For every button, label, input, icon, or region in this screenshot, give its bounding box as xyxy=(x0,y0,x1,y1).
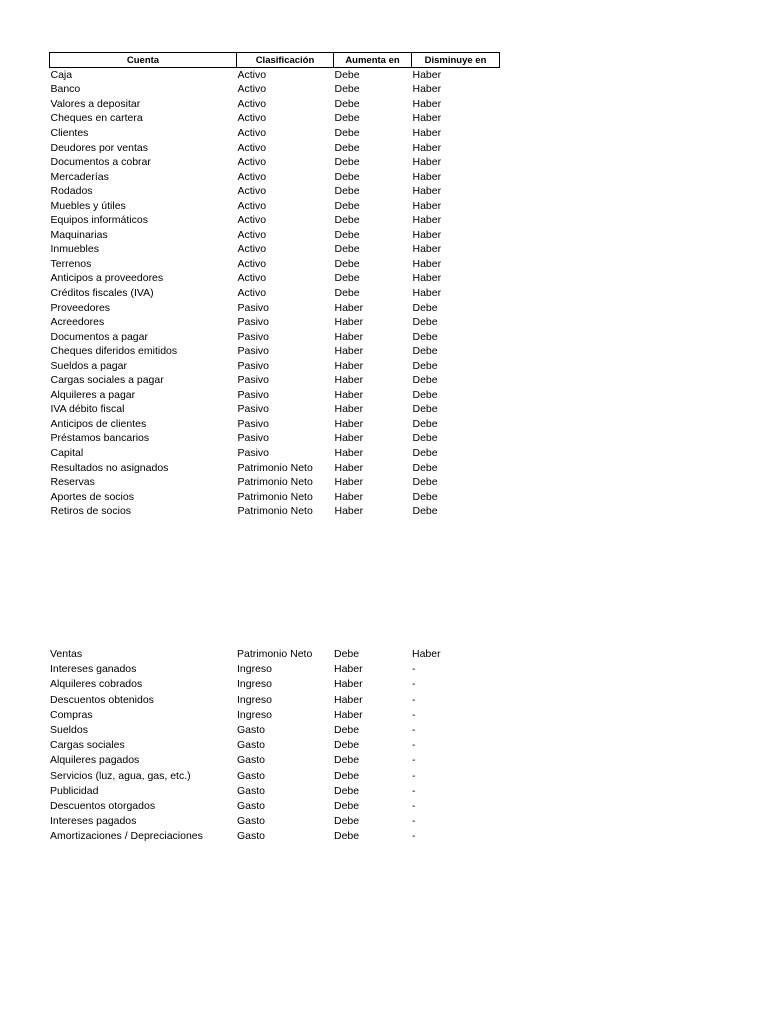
clasificacion-cell: Activo xyxy=(237,286,267,299)
cuenta-cell: Amortizaciones / Depreciaciones xyxy=(50,830,203,843)
table-row xyxy=(50,446,500,461)
aumenta-cell: Debe xyxy=(334,214,360,227)
table-row xyxy=(50,155,500,170)
aumenta-cell: Haber xyxy=(334,476,364,489)
header-disminuye-en: Disminuye en xyxy=(412,53,500,68)
aumenta-cell: Debe xyxy=(334,272,360,285)
clasificacion-cell: Activo xyxy=(237,214,267,227)
table-row xyxy=(50,344,500,359)
cuenta-cell: Cargas sociales xyxy=(50,739,125,752)
disminuye-cell: - xyxy=(412,784,416,797)
table-row xyxy=(49,769,499,784)
clasificacion-cell: Ingreso xyxy=(237,693,273,706)
cuenta-cell: Maquinarias xyxy=(50,228,108,241)
accounts-table-header xyxy=(50,53,500,68)
cuenta-cell: Descuentos obtenidos xyxy=(50,693,154,706)
cuenta-cell: Reservas xyxy=(50,476,95,489)
table-row xyxy=(49,662,499,677)
aumenta-cell: Haber xyxy=(334,301,364,314)
disminuye-cell: Debe xyxy=(412,432,438,445)
disminuye-cell: Haber xyxy=(412,272,442,285)
table-row xyxy=(49,723,499,738)
aumenta-cell: Debe xyxy=(334,286,360,299)
clasificacion-cell: Gasto xyxy=(237,754,266,767)
clasificacion-cell: Pasivo xyxy=(237,345,270,358)
cuenta-cell: Capital xyxy=(50,446,84,459)
cuenta-cell: Proveedores xyxy=(50,301,111,314)
cuenta-cell: Rodados xyxy=(50,185,93,198)
aumenta-cell: Debe xyxy=(334,199,360,212)
aumenta-cell: Debe xyxy=(334,170,360,183)
table-row xyxy=(50,68,500,83)
clasificacion-cell: Ingreso xyxy=(237,708,273,721)
cuenta-cell: Descuentos otorgados xyxy=(50,799,156,812)
clasificacion-cell: Patrimonio Neto xyxy=(237,490,313,503)
table-row xyxy=(50,170,500,185)
clasificacion-cell: Gasto xyxy=(237,784,266,797)
disminuye-cell: Haber xyxy=(412,185,442,198)
clasificacion-cell: Pasivo xyxy=(237,388,270,401)
aumenta-cell: Haber xyxy=(334,388,364,401)
header-clasificacion: Clasificación xyxy=(237,53,334,68)
cuenta-cell: Anticipos a proveedores xyxy=(50,272,164,285)
table-row xyxy=(50,461,500,476)
header-row xyxy=(50,53,500,68)
disminuye-cell: - xyxy=(412,663,416,676)
clasificacion-cell: Activo xyxy=(237,243,267,256)
disminuye-cell: Haber xyxy=(412,243,442,256)
aumenta-cell: Debe xyxy=(334,724,360,737)
cuenta-cell: Documentos a pagar xyxy=(50,330,148,343)
clasificacion-cell: Activo xyxy=(237,141,267,154)
clasificacion-cell: Pasivo xyxy=(237,403,270,416)
clasificacion-cell: Pasivo xyxy=(237,359,270,372)
table-row xyxy=(49,677,499,692)
table-row xyxy=(50,417,500,432)
header-cuenta: Cuenta xyxy=(50,53,237,68)
cuenta-cell: Servicios (luz, agua, gas, etc.) xyxy=(50,769,191,782)
table-row xyxy=(50,315,500,330)
disminuye-cell: Haber xyxy=(412,83,442,96)
clasificacion-cell: Activo xyxy=(237,68,267,81)
aumenta-cell: Debe xyxy=(334,815,360,828)
aumenta-cell: Debe xyxy=(334,257,360,270)
table-row xyxy=(49,829,499,844)
cuenta-cell: Ventas xyxy=(50,648,83,661)
table-row xyxy=(50,112,500,127)
aumenta-cell: Haber xyxy=(334,359,364,372)
header-aumenta-en: Aumenta en xyxy=(334,53,412,68)
disminuye-cell: - xyxy=(412,724,416,737)
cuenta-cell: Inmuebles xyxy=(50,243,99,256)
aumenta-cell: Haber xyxy=(334,678,363,691)
disminuye-cell: Debe xyxy=(412,446,438,459)
table-row xyxy=(50,97,500,112)
disminuye-cell: - xyxy=(412,708,416,721)
cuenta-cell: Alquileres a pagar xyxy=(50,388,136,401)
aumenta-cell: Debe xyxy=(334,156,360,169)
cuenta-cell: Sueldos xyxy=(50,724,88,737)
table-row xyxy=(49,799,499,814)
cuenta-cell: Créditos fiscales (IVA) xyxy=(50,286,154,299)
table-row xyxy=(50,504,500,519)
cuenta-cell: Aportes de socios xyxy=(50,490,134,503)
disminuye-cell: Haber xyxy=(412,199,442,212)
results-accounts-table xyxy=(49,647,499,844)
disminuye-cell: Debe xyxy=(412,330,438,343)
clasificacion-cell: Activo xyxy=(237,97,267,110)
clasificacion-cell: Activo xyxy=(237,185,267,198)
clasificacion-cell: Pasivo xyxy=(237,330,270,343)
cuenta-cell: Valores a depositar xyxy=(50,97,141,110)
clasificacion-cell: Gasto xyxy=(237,769,266,782)
disminuye-cell: Haber xyxy=(412,170,442,183)
aumenta-cell: Debe xyxy=(334,97,360,110)
cuenta-cell: Muebles y útiles xyxy=(50,199,126,212)
aumenta-cell: Debe xyxy=(334,243,360,256)
accounts-table-body xyxy=(50,68,500,519)
aumenta-cell: Debe xyxy=(334,739,360,752)
cuenta-cell: Compras xyxy=(50,708,93,721)
aumenta-cell: Debe xyxy=(334,83,360,96)
accounts-table xyxy=(49,52,500,519)
cuenta-cell: Clientes xyxy=(50,126,89,139)
clasificacion-cell: Activo xyxy=(237,272,267,285)
cuenta-cell: Banco xyxy=(50,83,81,96)
disminuye-cell: Debe xyxy=(412,388,438,401)
disminuye-cell: - xyxy=(412,799,416,812)
cuenta-cell: Resultados no asignados xyxy=(50,461,169,474)
cuenta-cell: Intereses pagados xyxy=(50,815,137,828)
table-row xyxy=(50,490,500,505)
clasificacion-cell: Pasivo xyxy=(237,316,270,329)
clasificacion-cell: Pasivo xyxy=(237,417,270,430)
table-row xyxy=(50,228,500,243)
disminuye-cell: Debe xyxy=(412,359,438,372)
clasificacion-cell: Activo xyxy=(237,170,267,183)
clasificacion-cell: Patrimonio Neto xyxy=(237,476,313,489)
table-row xyxy=(50,388,500,403)
table-row xyxy=(49,708,499,723)
disminuye-cell: - xyxy=(412,693,416,706)
table-row xyxy=(50,359,500,374)
table-row xyxy=(50,213,500,228)
aumenta-cell: Haber xyxy=(334,330,364,343)
cuenta-cell: Terrenos xyxy=(50,257,92,270)
table-row xyxy=(49,693,499,708)
disminuye-cell: Debe xyxy=(412,490,438,503)
cuenta-cell: Alquileres cobrados xyxy=(50,678,143,691)
clasificacion-cell: Activo xyxy=(237,126,267,139)
clasificacion-cell: Gasto xyxy=(237,724,266,737)
aumenta-cell: Debe xyxy=(334,754,360,767)
aumenta-cell: Haber xyxy=(334,490,364,503)
cuenta-cell: Publicidad xyxy=(50,784,99,797)
aumenta-cell: Debe xyxy=(334,799,360,812)
aumenta-cell: Debe xyxy=(334,112,360,125)
aumenta-cell: Debe xyxy=(334,68,360,81)
clasificacion-cell: Pasivo xyxy=(237,446,270,459)
clasificacion-cell: Ingreso xyxy=(237,678,273,691)
table-row xyxy=(50,301,500,316)
disminuye-cell: Haber xyxy=(412,257,442,270)
table-row xyxy=(50,475,500,490)
results-table-body xyxy=(49,647,499,844)
table-row xyxy=(50,184,500,199)
cuenta-cell: Mercaderías xyxy=(50,170,109,183)
aumenta-cell: Debe xyxy=(334,126,360,139)
cuenta-cell: Deudores por ventas xyxy=(50,141,148,154)
table-row xyxy=(49,814,499,829)
table-row xyxy=(50,272,500,287)
aumenta-cell: Haber xyxy=(334,693,363,706)
table-row xyxy=(49,753,499,768)
disminuye-cell: Haber xyxy=(412,141,442,154)
clasificacion-cell: Gasto xyxy=(237,830,266,843)
table-row xyxy=(49,647,499,662)
aumenta-cell: Haber xyxy=(334,461,364,474)
cuenta-cell: Caja xyxy=(50,68,73,81)
disminuye-cell: Haber xyxy=(412,97,442,110)
aumenta-cell: Haber xyxy=(334,505,364,518)
disminuye-cell: Debe xyxy=(412,301,438,314)
clasificacion-cell: Pasivo xyxy=(237,301,270,314)
clasificacion-cell: Gasto xyxy=(237,799,266,812)
aumenta-cell: Debe xyxy=(334,141,360,154)
aumenta-cell: Haber xyxy=(334,403,364,416)
clasificacion-cell: Ingreso xyxy=(237,663,273,676)
cuenta-cell: Alquileres pagados xyxy=(50,754,140,767)
table-row xyxy=(50,126,500,141)
cuenta-cell: Intereses ganados xyxy=(50,663,137,676)
disminuye-cell: Haber xyxy=(412,214,442,227)
disminuye-cell: Haber xyxy=(412,126,442,139)
disminuye-cell: - xyxy=(412,754,416,767)
disminuye-cell: Haber xyxy=(412,286,442,299)
cuenta-cell: Préstamos bancarios xyxy=(50,432,150,445)
aumenta-cell: Haber xyxy=(334,432,364,445)
disminuye-cell: - xyxy=(412,815,416,828)
cuenta-cell: Documentos a cobrar xyxy=(50,156,151,169)
clasificacion-cell: Gasto xyxy=(237,815,266,828)
table-row xyxy=(50,432,500,447)
disminuye-cell: Debe xyxy=(412,417,438,430)
table-row xyxy=(50,403,500,418)
aumenta-cell: Haber xyxy=(334,417,364,430)
table-row xyxy=(50,199,500,214)
disminuye-cell: Debe xyxy=(412,403,438,416)
disminuye-cell: Haber xyxy=(412,228,442,241)
cuenta-cell: Sueldos a pagar xyxy=(50,359,127,372)
aumenta-cell: Debe xyxy=(334,228,360,241)
aumenta-cell: Debe xyxy=(334,830,360,843)
cuenta-cell: Anticipos de clientes xyxy=(50,417,147,430)
disminuye-cell: Haber xyxy=(412,112,442,125)
clasificacion-cell: Activo xyxy=(237,257,267,270)
clasificacion-cell: Activo xyxy=(237,156,267,169)
clasificacion-cell: Pasivo xyxy=(237,374,270,387)
table-row xyxy=(50,330,500,345)
clasificacion-cell: Activo xyxy=(237,199,267,212)
aumenta-cell: Haber xyxy=(334,663,363,676)
clasificacion-cell: Activo xyxy=(237,83,267,96)
table-row xyxy=(50,257,500,272)
aumenta-cell: Haber xyxy=(334,708,363,721)
clasificacion-cell: Activo xyxy=(237,228,267,241)
aumenta-cell: Debe xyxy=(334,648,360,661)
aumenta-cell: Debe xyxy=(334,769,360,782)
disminuye-cell: - xyxy=(412,739,416,752)
clasificacion-cell: Pasivo xyxy=(237,432,270,445)
disminuye-cell: Debe xyxy=(412,505,438,518)
cuenta-cell: Equipos informáticos xyxy=(50,214,148,227)
disminuye-cell: Haber xyxy=(412,68,442,81)
disminuye-cell: Debe xyxy=(412,345,438,358)
aumenta-cell: Haber xyxy=(334,345,364,358)
disminuye-cell: Debe xyxy=(412,374,438,387)
aumenta-cell: Haber xyxy=(334,374,364,387)
clasificacion-cell: Patrimonio Neto xyxy=(237,505,313,518)
clasificacion-cell: Gasto xyxy=(237,739,266,752)
table-row xyxy=(50,141,500,156)
aumenta-cell: Haber xyxy=(334,316,364,329)
table-row xyxy=(49,784,499,799)
table-row xyxy=(49,738,499,753)
table-row xyxy=(50,373,500,388)
disminuye-cell: - xyxy=(412,678,416,691)
disminuye-cell: Haber xyxy=(412,648,441,661)
table-row xyxy=(50,243,500,258)
disminuye-cell: - xyxy=(412,830,416,843)
aumenta-cell: Haber xyxy=(334,446,364,459)
clasificacion-cell: Patrimonio Neto xyxy=(237,461,313,474)
disminuye-cell: Debe xyxy=(412,461,438,474)
aumenta-cell: Debe xyxy=(334,784,360,797)
disminuye-cell: Debe xyxy=(412,316,438,329)
disminuye-cell: Debe xyxy=(412,476,438,489)
clasificacion-cell: Activo xyxy=(237,112,267,125)
cuenta-cell: IVA débito fiscal xyxy=(50,403,125,416)
disminuye-cell: - xyxy=(412,769,416,782)
clasificacion-cell: Patrimonio Neto xyxy=(237,648,313,661)
table-row xyxy=(50,83,500,98)
aumenta-cell: Debe xyxy=(334,185,360,198)
disminuye-cell: Haber xyxy=(412,156,442,169)
cuenta-cell: Retiros de socios xyxy=(50,505,132,518)
cuenta-cell: Cheques diferidos emitidos xyxy=(50,345,178,358)
cuenta-cell: Acreedores xyxy=(50,316,105,329)
cuenta-cell: Cheques en cartera xyxy=(50,112,143,125)
table-row xyxy=(50,286,500,301)
cuenta-cell: Cargas sociales a pagar xyxy=(50,374,164,387)
